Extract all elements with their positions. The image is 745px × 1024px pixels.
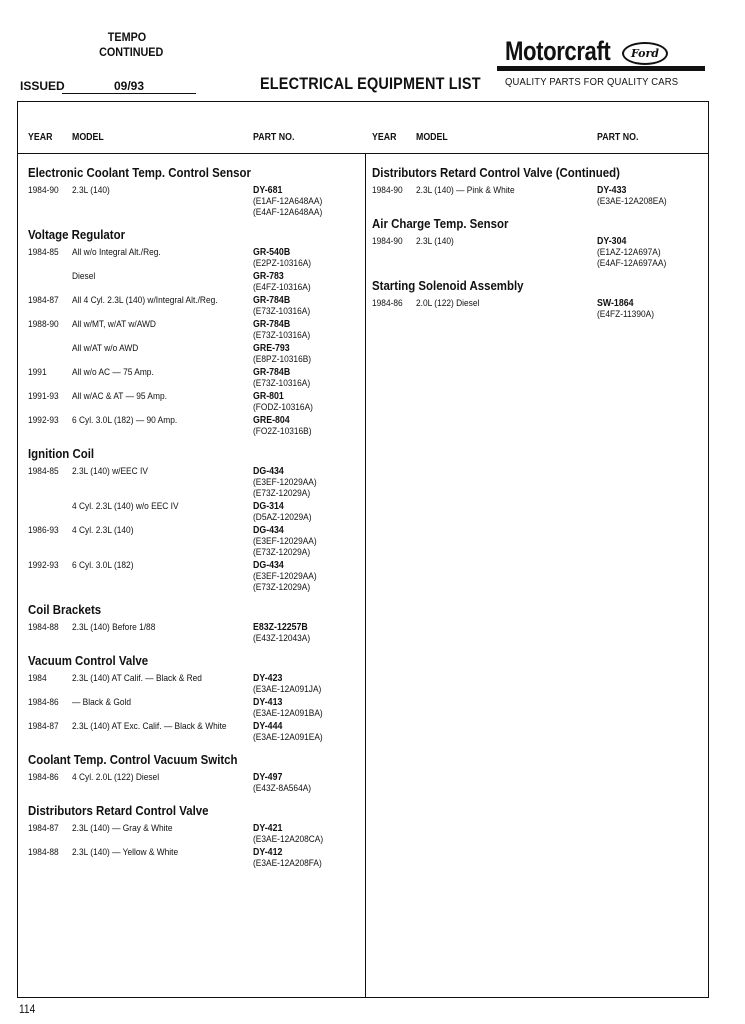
ford-oval-icon [622, 42, 668, 65]
table-row [28, 391, 358, 413]
entry-part-number: GRE-804 [253, 415, 290, 426]
table-row [28, 466, 358, 499]
entry-part-number: DY-413 [253, 697, 283, 708]
entry-model: 2.3L (140) — Gray & White [72, 823, 173, 834]
table-row [28, 772, 358, 794]
table-row [28, 823, 358, 845]
section-title: Starting Solenoid Assembly [372, 278, 524, 293]
entry-year: 1984-90 [28, 185, 59, 196]
entry-model: All w/o Integral Alt./Reg. [72, 247, 161, 258]
table-row [28, 415, 358, 437]
table-row [28, 525, 358, 558]
entry-model: — Black & Gold [72, 697, 132, 708]
section-title: Coolant Temp. Control Vacuum Switch [28, 752, 238, 767]
entry-alt-number: (E8PZ-10316B) [253, 354, 312, 365]
entry-alt-number: (E3EF-12029AA) [253, 536, 317, 547]
entry-model: 6 Cyl. 3.0L (182) — 90 Amp. [72, 415, 178, 426]
left-column [28, 164, 358, 877]
brand-divider [497, 66, 705, 71]
entry-year: 1992-93 [28, 415, 59, 426]
entry-model: All w/AC & AT — 95 Amp. [72, 391, 167, 402]
parts-section [28, 445, 358, 593]
page-title: ELECTRICAL EQUIPMENT LIST [260, 74, 481, 93]
parts-section [28, 751, 358, 794]
table-row [28, 367, 358, 389]
entry-model: 2.3L (140) — Pink & White [416, 185, 515, 196]
issued-underline [62, 93, 196, 94]
entry-part-number: GR-784B [253, 295, 291, 306]
entry-alt-number: (E3AE-12A091EA) [253, 732, 323, 743]
col-part-left: PART NO. [253, 132, 295, 143]
table-row [28, 622, 358, 644]
entry-year: 1991 [28, 367, 47, 378]
entry-part-number: GR-783 [253, 271, 284, 282]
entry-alt-number: (E3AE-12A091BA) [253, 708, 323, 719]
table-row [28, 343, 358, 365]
col-year-left: YEAR [28, 132, 53, 143]
entry-year: 1988-90 [28, 319, 59, 330]
entry-alt-number: (E73Z-10316A) [253, 330, 311, 341]
entry-year: 1984 [28, 673, 47, 684]
issued-label: ISSUED [20, 79, 65, 93]
brand-tagline: QUALITY PARTS FOR QUALITY CARS [505, 76, 679, 88]
table-row [28, 697, 358, 719]
right-column [372, 164, 702, 328]
entry-model: All 4 Cyl. 2.3L (140) w/Integral Alt./Reg. [72, 295, 218, 306]
entry-model: 2.3L (140) — Yellow & White [72, 847, 179, 858]
table-row [28, 847, 358, 869]
table-row [28, 271, 358, 293]
col-year-right: YEAR [372, 132, 397, 143]
header-rule [17, 153, 709, 154]
entry-part-number: GR-784B [253, 367, 291, 378]
model-name: TEMPO [107, 30, 147, 44]
table-row [28, 295, 358, 317]
entry-year: 1984-86 [28, 772, 59, 783]
entry-model: 6 Cyl. 3.0L (182) [72, 560, 134, 571]
entry-part-number: GR-784B [253, 319, 291, 330]
parts-section [28, 652, 358, 743]
parts-section [372, 277, 702, 320]
col-model-left: MODEL [72, 132, 104, 143]
column-divider [365, 153, 366, 998]
parts-section [372, 215, 702, 269]
issued-date: 09/93 [113, 79, 145, 93]
section-title: Coil Brackets [28, 602, 102, 617]
entry-year: 1984-85 [28, 466, 59, 477]
entry-year: 1984-88 [28, 847, 59, 858]
entry-part-number: DG-434 [253, 525, 284, 536]
entry-alt-number: (E3AE-12A091JA) [253, 684, 322, 695]
entry-part-number: GRE-793 [253, 343, 290, 354]
parts-section [28, 802, 358, 869]
entry-year: 1984-87 [28, 295, 59, 306]
table-row [28, 185, 358, 218]
col-model-right: MODEL [416, 132, 448, 143]
entry-alt-number: (E73Z-10316A) [253, 306, 311, 317]
entry-model: Diesel [72, 271, 96, 282]
entry-alt-number: (E3AE-12A208EA) [597, 196, 667, 207]
entry-alt-number: (E1AZ-12A697A) [597, 247, 661, 258]
entry-year: 1991-93 [28, 391, 59, 402]
entry-part-number: E83Z-12257B [253, 622, 308, 633]
entry-alt-number: (E43Z-12043A) [253, 633, 311, 644]
entry-alt-number: (E4AF-12A697AA) [597, 258, 667, 269]
table-row [28, 319, 358, 341]
entry-alt-number: (E1AF-12A648AA) [253, 196, 323, 207]
model-heading [99, 30, 164, 60]
section-title: Air Charge Temp. Sensor [372, 216, 509, 231]
entry-alt-number: (E73Z-12029A) [253, 488, 311, 499]
entry-alt-number: (E43Z-8A564A) [253, 783, 312, 794]
entry-alt-number: (E4FZ-11390A) [597, 309, 654, 320]
table-row [28, 673, 358, 695]
entry-part-number: DY-444 [253, 721, 283, 732]
section-title: Electronic Coolant Temp. Control Sensor [28, 165, 251, 180]
entry-alt-number: (E3AE-12A208CA) [253, 834, 324, 845]
section-title: Ignition Coil [28, 446, 95, 461]
parts-section [28, 164, 358, 218]
col-part-right: PART NO. [597, 132, 639, 143]
entry-model: 4 Cyl. 2.3L (140) [72, 525, 134, 536]
entry-year: 1984-87 [28, 721, 59, 732]
brand-name: Motorcraft [505, 36, 611, 66]
entry-year: 1984-86 [372, 298, 403, 309]
entry-model: All w/MT, w/AT w/AWD [72, 319, 156, 330]
entry-model: 2.0L (122) Diesel [416, 298, 480, 309]
section-title: Voltage Regulator [28, 227, 126, 242]
entry-alt-number: (E73Z-12029A) [253, 547, 311, 558]
entry-alt-number: (E4FZ-10316A) [253, 282, 311, 293]
entry-model: 2.3L (140) AT Calif. — Black & Red [72, 673, 202, 684]
entry-year: 1984-87 [28, 823, 59, 834]
entry-model: All w/o AC — 75 Amp. [72, 367, 154, 378]
brand-logo [497, 36, 707, 88]
entry-alt-number: (E3AE-12A208FA) [253, 858, 322, 869]
entry-year: 1984-88 [28, 622, 59, 633]
entry-part-number: DY-681 [253, 185, 283, 196]
entry-alt-number: (E2PZ-10316A) [253, 258, 312, 269]
ford-logo-text: Ford [630, 47, 660, 60]
entry-alt-number: (E4AF-12A648AA) [253, 207, 323, 218]
entry-alt-number: (E73Z-12029A) [253, 582, 311, 593]
section-title: Vacuum Control Valve [28, 653, 149, 668]
entry-part-number: DY-412 [253, 847, 283, 858]
entry-model: 2.3L (140) [416, 236, 454, 247]
entry-part-number: DY-304 [597, 236, 627, 247]
parts-section [28, 226, 358, 437]
entry-part-number: DG-434 [253, 560, 284, 571]
table-row [28, 247, 358, 269]
entry-part-number: DG-314 [253, 501, 284, 512]
entry-year: 1984-90 [372, 185, 403, 196]
entry-part-number: SW-1864 [597, 298, 634, 309]
table-row [372, 236, 702, 269]
entry-model: 2.3L (140) Before 1/88 [72, 622, 156, 633]
entry-year: 1984-85 [28, 247, 59, 258]
entry-year: 1992-93 [28, 560, 59, 571]
entry-alt-number: (FODZ-10316A) [253, 402, 313, 413]
entry-part-number: DY-433 [597, 185, 627, 196]
entry-alt-number: (D5AZ-12029A) [253, 512, 312, 523]
table-row [28, 560, 358, 593]
entry-part-number: GR-801 [253, 391, 284, 402]
entry-part-number: DY-423 [253, 673, 283, 684]
table-row [372, 298, 702, 320]
entry-alt-number: (E3EF-12029AA) [253, 571, 317, 582]
section-title: Distributors Retard Control Valve (Continued) [372, 165, 620, 180]
entry-year: 1986-93 [28, 525, 59, 536]
entry-alt-number: (E3EF-12029AA) [253, 477, 317, 488]
entry-model: 2.3L (140) [72, 185, 110, 196]
entry-alt-number: (FO2Z-10316B) [253, 426, 312, 437]
entry-model: All w/AT w/o AWD [72, 343, 139, 354]
entry-part-number: DY-421 [253, 823, 283, 834]
entry-alt-number: (E73Z-10316A) [253, 378, 311, 389]
entry-model: 4 Cyl. 2.0L (122) Diesel [72, 772, 160, 783]
table-row [28, 501, 358, 523]
entry-year: 1984-86 [28, 697, 59, 708]
model-continued: CONTINUED [99, 45, 164, 59]
table-row [28, 721, 358, 743]
page-number: 114 [19, 1002, 36, 1016]
entry-model: 4 Cyl. 2.3L (140) w/o EEC IV [72, 501, 179, 512]
entry-part-number: DY-497 [253, 772, 283, 783]
entry-model: 2.3L (140) AT Exc. Calif. — Black & White [72, 721, 227, 732]
section-title: Distributors Retard Control Valve [28, 803, 209, 818]
entry-part-number: GR-540B [253, 247, 291, 258]
entry-model: 2.3L (140) w/EEC IV [72, 466, 148, 477]
parts-section [372, 164, 702, 207]
table-row [372, 185, 702, 207]
parts-section [28, 601, 358, 644]
entry-part-number: DG-434 [253, 466, 284, 477]
entry-year: 1984-90 [372, 236, 403, 247]
